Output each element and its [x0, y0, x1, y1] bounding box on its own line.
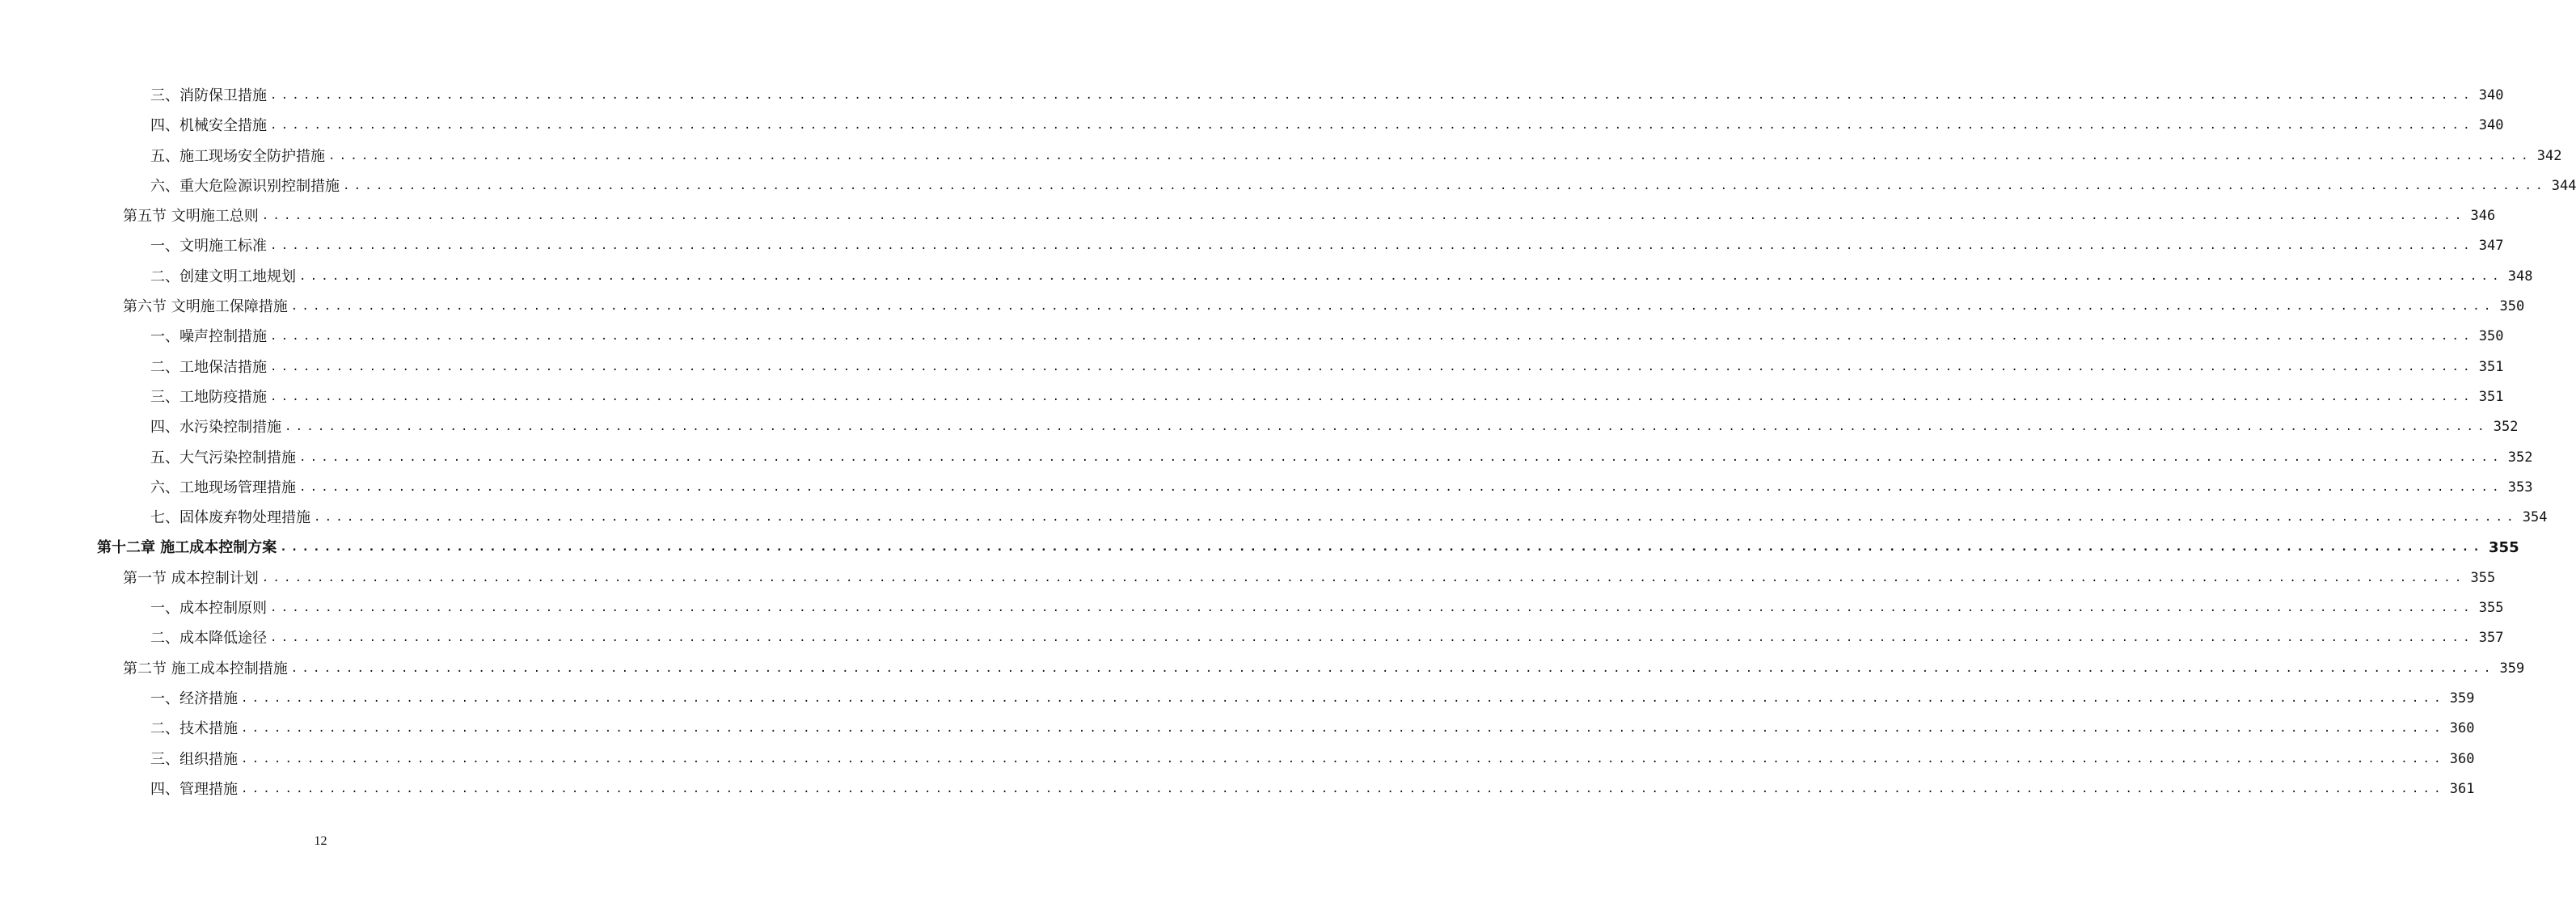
toc-leader-dots: ........................................................................................................................................................................................................ — [270, 631, 2474, 645]
toc-entry-content — [150, 714, 2475, 744]
toc-entry-page-number: 359 — [2499, 660, 2525, 677]
toc-entry-page-number: 350 — [2499, 298, 2525, 315]
toc-entry-page-number: 351 — [2478, 358, 2504, 375]
toc-entry-content — [150, 382, 2504, 412]
toc-entry-label: 五、大气污染控制措施 — [150, 449, 296, 466]
toc-entry-label: 一、成本控制原则 — [150, 600, 267, 618]
toc-entry-label: 一、文明施工标准 — [150, 238, 267, 255]
toc-entry-label: 二、成本降低途径 — [150, 630, 267, 648]
toc-entry-label: 一、噪声控制措施 — [150, 328, 267, 346]
toc-leader-dots: ........................................................................................................................................................................................................ — [270, 601, 2474, 615]
toc-leader-dots: ........................................................................................................................................................................................................ — [270, 89, 2474, 102]
toc-leader-dots: ........................................................................................................................................................................................................ — [241, 752, 2445, 766]
toc-entry-page-number: 350 — [2478, 328, 2504, 345]
toc-entry-label: 四、管理措施 — [150, 780, 238, 798]
toc-leader-dots: ........................................................................................................................................................................................................ — [270, 390, 2474, 403]
toc-leader-dots: ........................................................................................................................................................................................................ — [343, 179, 2547, 192]
toc-entry-content — [97, 533, 2519, 563]
toc-section-entry[interactable] — [0, 201, 2496, 231]
toc-entry-label: 第十二章 施工成本控制方案 — [97, 539, 277, 557]
toc-entry-page-number: 352 — [2493, 419, 2519, 436]
toc-item-entry[interactable] — [0, 352, 2504, 382]
toc-leader-dots: ........................................................................................................................................................................................................ — [241, 691, 2445, 705]
toc-item-entry[interactable] — [0, 443, 2533, 473]
toc-entry-label: 一、经济措施 — [150, 690, 238, 707]
toc-item-entry[interactable] — [0, 171, 2576, 201]
toc-section-entry[interactable] — [0, 292, 2525, 322]
toc-item-entry[interactable] — [0, 141, 2562, 171]
toc-entry-content — [123, 292, 2525, 322]
toc-entry-label: 三、消防保卫措施 — [150, 87, 267, 104]
toc-entry-page-number: 344 — [2551, 177, 2576, 194]
toc-entry-page-number: 357 — [2478, 630, 2504, 647]
toc-entry-page-number: 355 — [2470, 569, 2496, 586]
table-of-contents — [0, 81, 2576, 804]
toc-entry-label: 第五节 文明施工总则 — [123, 208, 259, 226]
toc-item-entry[interactable] — [0, 473, 2533, 503]
toc-item-entry[interactable] — [0, 714, 2475, 744]
toc-entry-content — [150, 473, 2533, 503]
toc-entry-content — [150, 231, 2504, 261]
toc-leader-dots: ........................................................................................................................................................................................................ — [270, 360, 2474, 373]
toc-leader-dots: ........................................................................................................................................................................................................ — [314, 511, 2518, 525]
toc-section-entry[interactable] — [0, 563, 2496, 593]
toc-section-entry[interactable] — [0, 654, 2525, 684]
toc-leader-dots: ........................................................................................................................................................................................................ — [270, 330, 2474, 344]
toc-entry-page-number: 340 — [2478, 87, 2504, 103]
toc-entry-page-number: 347 — [2478, 238, 2504, 255]
toc-entry-content — [150, 623, 2504, 653]
toc-entry-page-number: 355 — [2478, 600, 2504, 617]
toc-item-entry[interactable] — [0, 412, 2519, 442]
toc-item-entry[interactable] — [0, 111, 2504, 141]
toc-leader-dots: ........................................................................................................................................................................................................ — [285, 420, 2489, 434]
toc-item-entry[interactable] — [0, 81, 2504, 111]
toc-entry-content — [150, 141, 2562, 171]
toc-entry-label: 第六节 文明施工保障措施 — [123, 298, 288, 316]
toc-leader-dots: ........................................................................................................................................................................................................ — [261, 209, 2466, 223]
toc-entry-page-number: 353 — [2507, 479, 2533, 496]
toc-entry-page-number: 342 — [2536, 147, 2562, 164]
toc-entry-label: 五、施工现场安全防护措施 — [150, 147, 325, 165]
toc-item-entry[interactable] — [0, 262, 2533, 292]
toc-item-entry[interactable] — [0, 684, 2475, 714]
toc-leader-dots: ........................................................................................................................................................................................................ — [328, 149, 2532, 162]
toc-entry-content — [150, 412, 2519, 442]
toc-leader-dots: ........................................................................................................................................................................................................ — [280, 541, 2485, 555]
toc-entry-content — [123, 563, 2496, 593]
toc-item-entry[interactable] — [0, 745, 2475, 774]
toc-leader-dots: ........................................................................................................................................................................................................ — [299, 480, 2503, 494]
toc-leader-dots: ........................................................................................................................................................................................................ — [299, 269, 2503, 283]
toc-entry-content — [150, 593, 2504, 623]
toc-leader-dots: ........................................................................................................................................................................................................ — [270, 239, 2474, 253]
toc-entry-page-number: 361 — [2449, 780, 2475, 797]
toc-entry-content — [150, 81, 2504, 111]
toc-entry-label: 六、工地现场管理措施 — [150, 479, 296, 496]
toc-entry-content — [150, 774, 2475, 804]
toc-entry-label: 六、重大危险源识别控制措施 — [150, 177, 340, 195]
toc-entry-page-number: 340 — [2478, 117, 2504, 134]
toc-entry-label: 第一节 成本控制计划 — [123, 569, 259, 587]
toc-leader-dots: ........................................................................................................................................................................................................ — [290, 661, 2495, 675]
page-number: 12 — [314, 834, 327, 848]
toc-item-entry[interactable] — [0, 593, 2504, 623]
toc-entry-page-number: 359 — [2449, 690, 2475, 707]
toc-entry-content — [150, 443, 2533, 473]
toc-entry-content — [150, 322, 2504, 352]
toc-entry-content — [150, 503, 2548, 533]
toc-entry-content — [150, 745, 2475, 774]
toc-item-entry[interactable] — [0, 503, 2548, 533]
toc-entry-label: 七、固体废弃物处理措施 — [150, 509, 310, 527]
toc-entry-label: 三、组织措施 — [150, 750, 238, 768]
toc-item-entry[interactable] — [0, 322, 2504, 352]
toc-entry-label: 二、创建文明工地规划 — [150, 268, 296, 285]
toc-item-entry[interactable] — [0, 382, 2504, 412]
toc-entry-content — [150, 262, 2533, 292]
toc-entry-page-number: 351 — [2478, 388, 2504, 405]
toc-leader-dots: ........................................................................................................................................................................................................ — [270, 119, 2474, 133]
toc-item-entry[interactable] — [0, 774, 2475, 804]
toc-leader-dots: ........................................................................................................................................................................................................ — [290, 300, 2495, 314]
toc-entry-label: 二、技术措施 — [150, 720, 238, 738]
toc-leader-dots: ........................................................................................................................................................................................................ — [299, 450, 2503, 464]
toc-entry-content — [150, 171, 2576, 201]
toc-entry-page-number: 346 — [2470, 208, 2496, 225]
toc-entry-content — [150, 111, 2504, 141]
toc-entry-label: 四、机械安全措施 — [150, 117, 267, 135]
toc-item-entry[interactable] — [0, 231, 2504, 261]
toc-entry-content — [123, 654, 2525, 684]
toc-leader-dots: ........................................................................................................................................................................................................ — [261, 571, 2466, 584]
toc-item-entry[interactable] — [0, 623, 2504, 653]
toc-entry-content — [150, 352, 2504, 382]
toc-entry-content — [150, 684, 2475, 714]
toc-entry-label: 二、工地保洁措施 — [150, 358, 267, 376]
toc-entry-page-number: 348 — [2507, 268, 2533, 285]
toc-entry-page-number: 360 — [2449, 750, 2475, 767]
toc-entry-page-number: 352 — [2507, 449, 2533, 466]
toc-leader-dots: ........................................................................................................................................................................................................ — [241, 782, 2445, 795]
toc-entry-label: 四、水污染控制措施 — [150, 419, 281, 437]
toc-entry-content — [123, 201, 2496, 231]
toc-entry-page-number: 360 — [2449, 720, 2475, 737]
toc-entry-label: 三、工地防疫措施 — [150, 388, 267, 406]
toc-leader-dots: ........................................................................................................................................................................................................ — [241, 722, 2445, 736]
toc-entry-label: 第二节 施工成本控制措施 — [123, 660, 288, 677]
toc-entry-page-number: 355 — [2489, 539, 2519, 557]
toc-entry-page-number: 354 — [2522, 509, 2548, 526]
toc-chapter-entry[interactable] — [0, 533, 2519, 563]
